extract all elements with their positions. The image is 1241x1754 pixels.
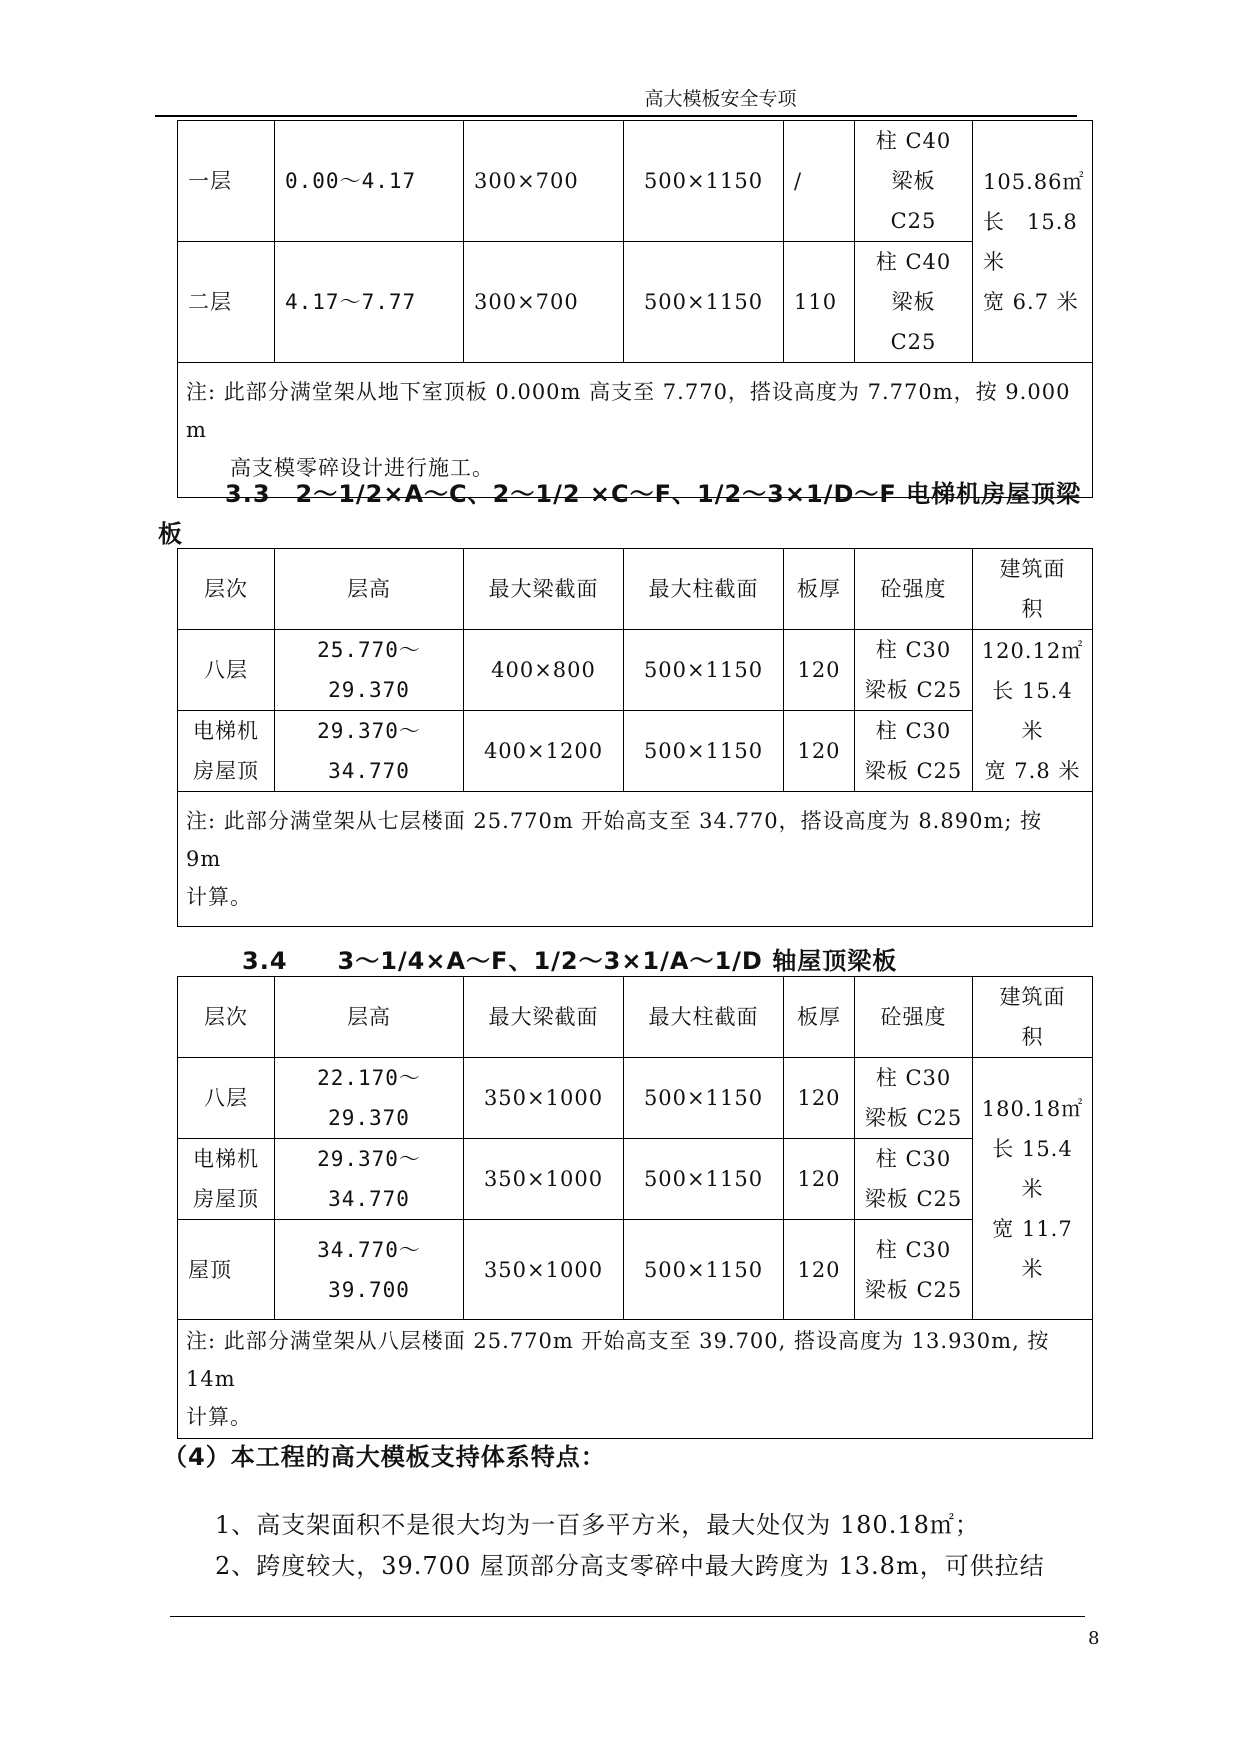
cell-level: 二层 [178,242,275,363]
height-line: 39.700 [328,1277,410,1302]
height-line: 29.370～ [317,719,421,743]
footer-divider [170,1616,1085,1617]
concrete-line: 梁板 C25 [864,1277,963,1302]
cell-column: 500×1150 [624,630,784,711]
table-row [178,1220,1093,1320]
level-line: 八层 [204,1086,248,1110]
cell-column: 500×1150 [624,121,784,242]
table-header-row [178,977,1093,1058]
header-cell: 板厚 [784,549,855,630]
cell-column: 500×1150 [624,1220,784,1320]
cell-beam: 400×800 [464,630,624,711]
table-row [178,1058,1093,1139]
area-line: 宽 7.8 米 [984,758,1081,783]
cell-height [275,1139,464,1220]
cell-concrete [855,1139,973,1220]
table-2 [177,548,1093,927]
note-line: 高支模零碎设计进行施工。 [230,456,494,480]
header-cell: 板厚 [784,977,855,1058]
cell-slab: 120 [784,711,855,792]
paragraph-1: 1、高支架面积不是很大均为一百多平方米，最大处仅为 180.18㎡； [215,1511,980,1539]
cell-slab: 120 [784,1058,855,1139]
cell-slab: 120 [784,1220,855,1320]
section-heading-3-4: 3.4 3～1/4×A～F、1/2～3×1/A～1/D 轴屋顶梁板 [242,947,898,975]
cell-area [973,121,1093,363]
level-line: 屋顶 [188,1257,232,1282]
concrete-line: 梁板 C25 [864,759,963,783]
cell-column: 500×1150 [624,1139,784,1220]
header-cell: 层高 [275,977,464,1058]
area-line: 长 15.4 [992,678,1073,703]
header-cell: 层次 [178,977,275,1058]
concrete-line: 柱 C30 [875,719,952,743]
concrete-line: 梁板 C25 [864,678,963,702]
page-number: 8 [1088,1628,1100,1649]
area-line: 120.12㎡ [981,638,1084,663]
cell-concrete [855,630,973,711]
area-line: 宽 11.7 [992,1216,1073,1241]
cell-slab: / [784,121,855,242]
cell-beam: 350×1000 [464,1139,624,1220]
concrete-line: 柱 C40 [875,250,952,274]
cell-beam: 400×1200 [464,711,624,792]
concrete-line: 柱 C30 [875,1066,952,1090]
header-cell: 层次 [178,549,275,630]
cell-slab: 120 [784,1139,855,1220]
cell-concrete [855,242,973,363]
cell-slab: 110 [784,242,855,363]
header-title: 高大模板安全专项 [644,88,797,110]
cell-concrete [855,1220,973,1320]
table-note-row [178,1320,1093,1439]
header-cell: 砼强度 [855,549,973,630]
header-cell: 最大柱截面 [624,977,784,1058]
table-3 [177,976,1093,1439]
height-line: 34.770～ [317,1237,421,1262]
section-heading-4: （4）本工程的高大模板支持体系特点： [163,1443,606,1471]
table-note-row [178,792,1093,927]
concrete-line: 梁板 [891,169,936,193]
height-line: 29.370～ [317,1147,421,1171]
header-line: 积 [1021,1025,1044,1049]
header-cell: 最大梁截面 [464,977,624,1058]
table-1 [177,120,1093,498]
level-line: 房屋顶 [193,759,259,783]
height-line: 22.170～ [317,1066,421,1090]
concrete-line: 梁板 C25 [864,1106,963,1130]
cell-height [275,1058,464,1139]
area-line: 米 [1021,718,1044,743]
cell-concrete [855,711,973,792]
note-line: 计算。 [186,885,252,909]
cell-column: 500×1150 [624,1058,784,1139]
note-line: 注: 此部分满堂架从八层楼面 25.770m 开始高支至 39.700, 搭设高度为 13.930m, 按 14m [186,1329,1050,1391]
paragraph-2: 2、跨度较大，39.700 屋顶部分高支零碎中最大跨度为 13.8m，可供拉结 [215,1552,1045,1580]
cell-beam: 300×700 [464,242,624,363]
concrete-line: 柱 C30 [875,638,952,662]
cell-slab: 120 [784,630,855,711]
height-line: 29.370 [328,1106,410,1130]
cell-beam: 350×1000 [464,1220,624,1320]
concrete-line: 梁板 [891,290,936,314]
cell-level [178,711,275,792]
table-note [178,792,1093,927]
header-cell [973,977,1093,1058]
cell-height [275,1220,464,1320]
cell-height [275,630,464,711]
cell-level [178,1220,275,1320]
table-row [178,630,1093,711]
area-line: 米 [983,249,1005,274]
cell-height: 0.00～4.17 [275,121,464,242]
height-line: 34.770 [328,1187,410,1211]
table-note [178,1320,1093,1439]
area-line: 米 [1021,1256,1044,1281]
section-heading-3-3: 3.3 2～1/2×A～C、2～1/2 ×C～F、1/2～3×1/D～F 电梯机房屋顶梁 [225,480,1082,508]
cell-level [178,630,275,711]
height-line: 25.770～ [317,638,421,662]
area-line: 米 [1021,1176,1044,1201]
level-line: 电梯机 [193,719,259,743]
area-line: 长 15.4 [992,1136,1073,1161]
concrete-line: 梁板 C25 [864,1187,963,1211]
concrete-line: 柱 C30 [875,1237,952,1262]
header-line: 积 [1021,597,1044,621]
cell-area [973,1058,1093,1320]
cell-height: 4.17～7.77 [275,242,464,363]
cell-height [275,711,464,792]
header-cell: 层高 [275,549,464,630]
table-row [178,711,1093,792]
header-cell: 最大柱截面 [624,549,784,630]
note-line: 注: 此部分满堂架从七层楼面 25.770m 开始高支至 34.770，搭设高度为 8.890m; 按 9m [186,809,1043,871]
level-line: 电梯机 [193,1147,259,1171]
cell-level [178,1058,275,1139]
level-line: 八层 [204,658,248,682]
cell-beam: 300×700 [464,121,624,242]
area-line: 105.86㎡ [983,169,1085,194]
concrete-line: C25 [890,209,937,233]
note-line: 计算。 [186,1405,252,1429]
cell-concrete [855,121,973,242]
area-line: 长 15.8 [983,209,1078,234]
header-divider [155,115,1077,117]
header-cell: 最大梁截面 [464,549,624,630]
height-line: 34.770 [328,759,410,783]
area-line: 宽 6.7 米 [983,289,1079,314]
height-line: 29.370 [328,678,410,702]
header-line: 建筑面 [999,557,1066,581]
concrete-line: 柱 C30 [875,1147,952,1171]
level-line: 房屋顶 [193,1187,259,1211]
cell-level [178,1139,275,1220]
cell-concrete [855,1058,973,1139]
header-cell: 砼强度 [855,977,973,1058]
header-cell [973,549,1093,630]
cell-column: 500×1150 [624,711,784,792]
cell-column: 500×1150 [624,242,784,363]
section-heading-3-3-cont: 板 [158,520,183,548]
note-line: 注: 此部分满堂架从地下室顶板 0.000m 高支至 7.770，搭设高度为 7.770m，按 9.000 m [186,380,1071,442]
cell-level: 一层 [178,121,275,242]
table-row [178,121,1093,242]
table-row [178,1139,1093,1220]
cell-beam: 350×1000 [464,1058,624,1139]
concrete-line: C25 [890,330,937,354]
concrete-line: 柱 C40 [875,129,952,153]
area-line: 180.18㎡ [981,1096,1084,1121]
table-row [178,242,1093,363]
cell-area [973,630,1093,792]
table-header-row [178,549,1093,630]
header-line: 建筑面 [999,985,1066,1009]
